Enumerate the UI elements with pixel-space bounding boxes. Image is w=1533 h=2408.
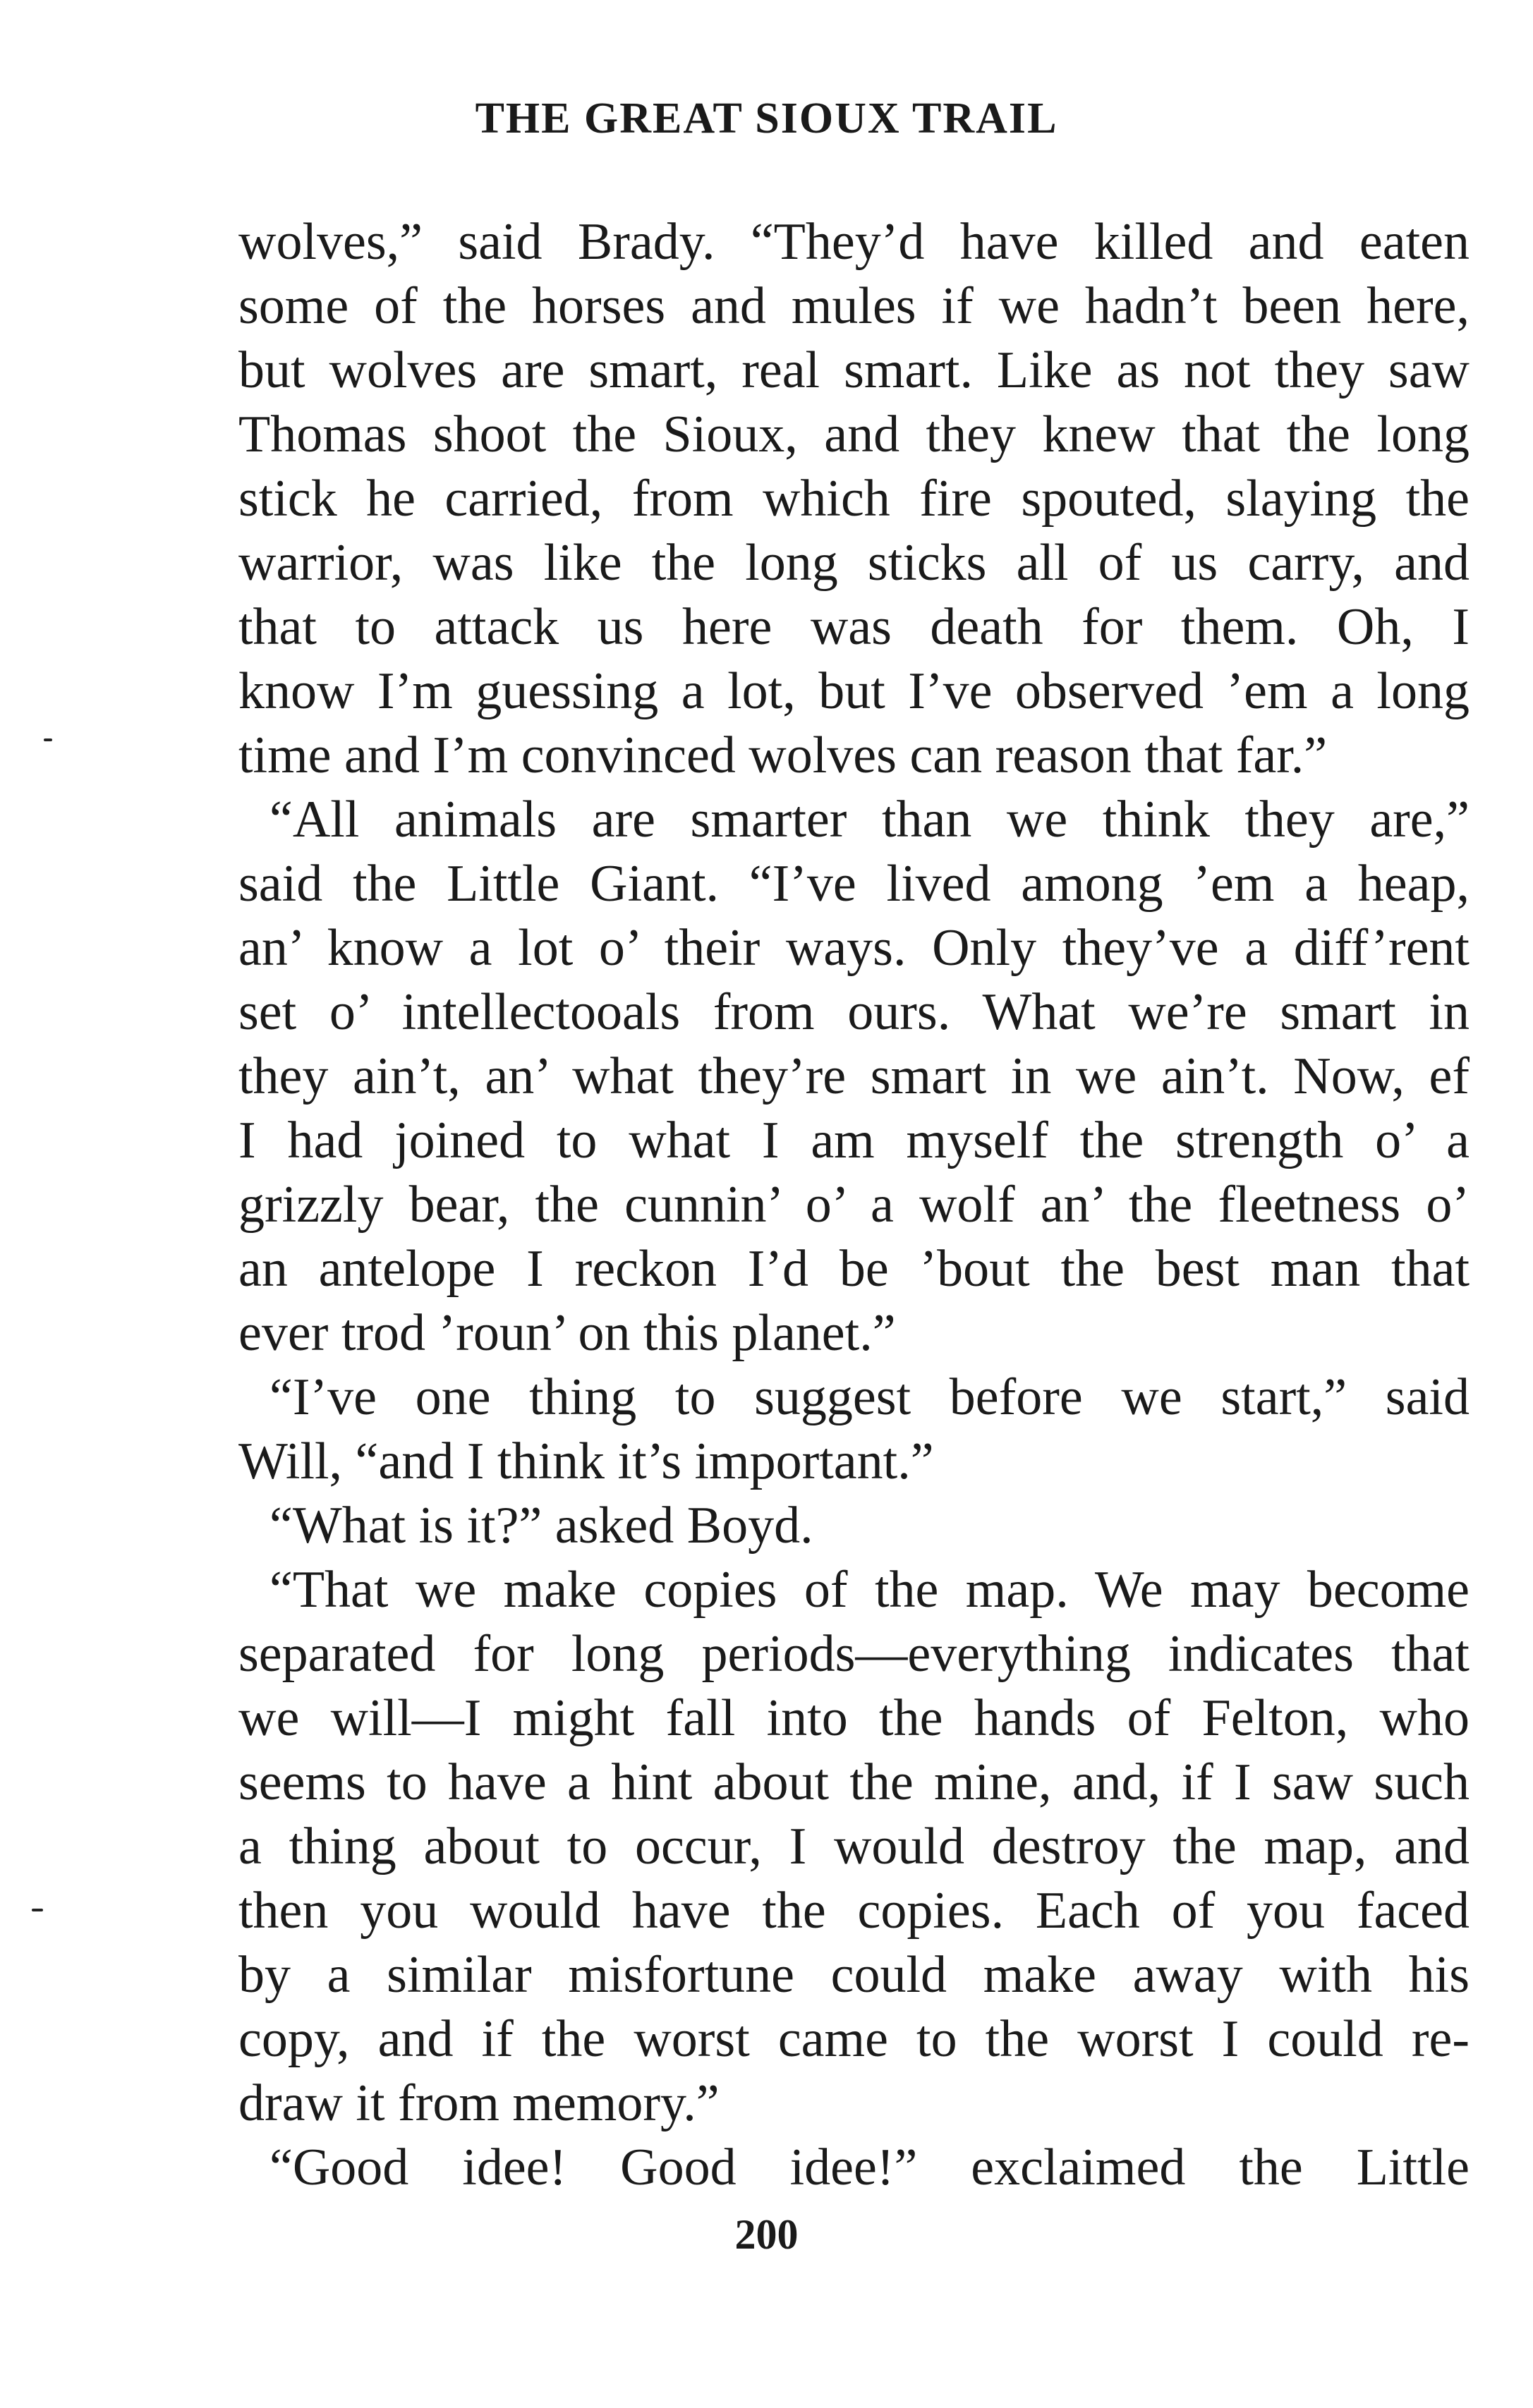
text-line: time and I’m convinced wolves can reason that far.” <box>238 726 1328 784</box>
text-line: stick he carried, from which fire spouted, slaying the <box>238 470 1470 528</box>
text-line: an’ know a lot o’ their ways. Only they’ve a diff’rent <box>238 919 1470 977</box>
text-line: but wolves are smart, real smart. Like as not they saw <box>238 341 1470 399</box>
text-line: know I’m guessing a lot, but I’ve observed ’em a long <box>238 662 1470 720</box>
text-line: set o’ intellectooals from ours. What we’re smart in <box>238 983 1470 1041</box>
text-line: that to attack us here was death for them. Oh, I <box>238 598 1470 656</box>
text-line: “I’ve one thing to suggest before we start,” said <box>269 1368 1470 1426</box>
text-line: an antelope I reckon I’d be ’bout the best man that <box>238 1240 1470 1298</box>
text-line: separated for long periods—everything indicates that <box>238 1625 1470 1683</box>
text-line: then you would have the copies. Each of you faced <box>238 1882 1470 1940</box>
text-line: copy, and if the worst came to the worst I could re- <box>238 2010 1470 2068</box>
running-header: THE GREAT SIOUX TRAIL <box>475 95 1058 142</box>
text-line: “Good idee! Good idee!” exclaimed the Little <box>269 2139 1470 2196</box>
text-line: Will, “and I think it’s important.” <box>238 1433 934 1490</box>
text-line: “What is it?” asked Boyd. <box>269 1497 813 1555</box>
text-line: seems to have a hint about the mine, and, if I saw such <box>238 1753 1470 1811</box>
margin-mark <box>44 738 52 741</box>
text-line: draw it from memory.” <box>238 2074 720 2132</box>
page-number: 200 <box>734 2211 799 2258</box>
body-text <box>238 210 1470 2200</box>
text-line: they ain’t, an’ what they’re smart in we ain’t. Now, ef <box>238 1047 1470 1105</box>
text-line: Thomas shoot the Sioux, and they knew that the long <box>238 406 1470 463</box>
text-line: warrior, was like the long sticks all of us carry, and <box>238 534 1470 592</box>
text-line: some of the horses and mules if we hadn’t been here, <box>238 277 1470 335</box>
text-line: ever trod ’roun’ on this planet.” <box>238 1304 896 1362</box>
text-line: by a similar misfortune could make away with his <box>238 1946 1470 2004</box>
text-line: “That we make copies of the map. We may become <box>269 1561 1470 1619</box>
text-line: I had joined to what I am myself the strength o’ a <box>238 1112 1470 1169</box>
text-line: grizzly bear, the cunnin’ o’ a wolf an’ the fleetness o’ <box>238 1176 1470 1234</box>
margin-mark <box>32 1909 43 1911</box>
text-line: said the Little Giant. “I’ve lived among ’em a heap, <box>238 855 1470 913</box>
text-line: wolves,” said Brady. “They’d have killed and eaten <box>238 213 1470 271</box>
text-line: a thing about to occur, I would destroy the map, and <box>238 1818 1470 1875</box>
text-line: “All animals are smarter than we think they are,” <box>269 791 1470 849</box>
text-line: we will—I might fall into the hands of Felton, who <box>238 1689 1470 1747</box>
